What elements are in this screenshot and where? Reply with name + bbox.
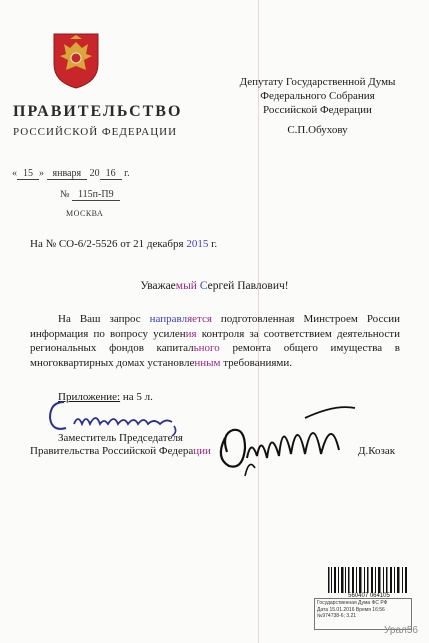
number-prefix: № — [60, 189, 70, 200]
reference-year: 2015 — [186, 238, 209, 250]
attachment-label: Приложение: — [58, 391, 121, 403]
addressee-line: Российской Федерации — [263, 104, 372, 116]
salutation-part: ергей Павлович! — [207, 280, 289, 292]
body-text: направл — [149, 313, 188, 325]
addressee-name: С.П.Обухову — [287, 124, 348, 136]
salutation-part: С — [199, 280, 208, 292]
barcode-icon — [326, 567, 410, 593]
date-year-prefix: 20 — [89, 168, 100, 179]
watermark: Урал56 — [384, 625, 418, 636]
addressee-line: Депутату Государственной Думы — [239, 76, 396, 88]
city-label: МОСКВА — [66, 209, 104, 218]
body-text: нным — [194, 356, 221, 369]
date-year-end: г. — [124, 168, 130, 179]
body-text: яется — [187, 313, 212, 325]
body-text: подготовленная Минстроем России информация по вопросу усилен — [30, 313, 400, 340]
signer-title-2 — [30, 445, 211, 457]
stamp-line: Государственная Дума ФС РФ — [317, 600, 388, 606]
salutation-part: Уважае — [140, 280, 176, 292]
salutation-part: мый — [175, 280, 197, 292]
signer-title: Заместитель Председателя — [58, 432, 183, 444]
signer-title-text: ции — [193, 445, 211, 457]
body-text: ия — [185, 327, 197, 340]
signer-title-text: Правительства Российской Федера — [30, 445, 194, 457]
stamp-line: №974738-6; 3.21 — [317, 613, 357, 619]
body-text: требованиями. — [220, 356, 293, 369]
body-text: ьного — [193, 342, 220, 354]
document-number — [60, 189, 120, 200]
attachment-value: на 5 л. — [120, 391, 153, 403]
document-date: « 15 » января 20 16 г. — [12, 168, 130, 179]
number-value: 115п-П9 — [72, 189, 120, 201]
body-text: контроля за соответствием деятельности региональных фондов капитал — [30, 327, 400, 354]
date-day: 15 — [17, 168, 39, 180]
date-month: января — [47, 168, 88, 180]
reference-end: г. — [208, 238, 218, 250]
stamp-line: Дата 15.01.2016 Время 16:56 — [317, 606, 385, 613]
barcode-number: 560407 064105 — [348, 593, 390, 599]
handwritten-signature — [205, 398, 365, 488]
signer-name: Д.Козак — [358, 445, 396, 457]
letterhead-title: ПРАВИТЕЛЬСТВО — [13, 103, 183, 120]
body-paragraph — [30, 312, 400, 370]
body-text: На Ваш запрос — [58, 313, 150, 325]
addressee-line: Федерального Собрания — [260, 90, 375, 102]
salutation — [0, 280, 429, 292]
reference-text: На № СО-6/2-5526 от 21 декабря — [30, 238, 187, 250]
reference-line — [30, 238, 217, 250]
body-text: ремонта общего имущества в многоквартирных домах установле — [30, 342, 400, 369]
letterhead-subtitle: РОССИЙСКОЙ ФЕДЕРАЦИИ — [13, 126, 178, 138]
addressee-block — [215, 75, 420, 137]
date-year-suffix: 16 — [100, 168, 122, 180]
coat-of-arms-icon — [50, 30, 102, 90]
